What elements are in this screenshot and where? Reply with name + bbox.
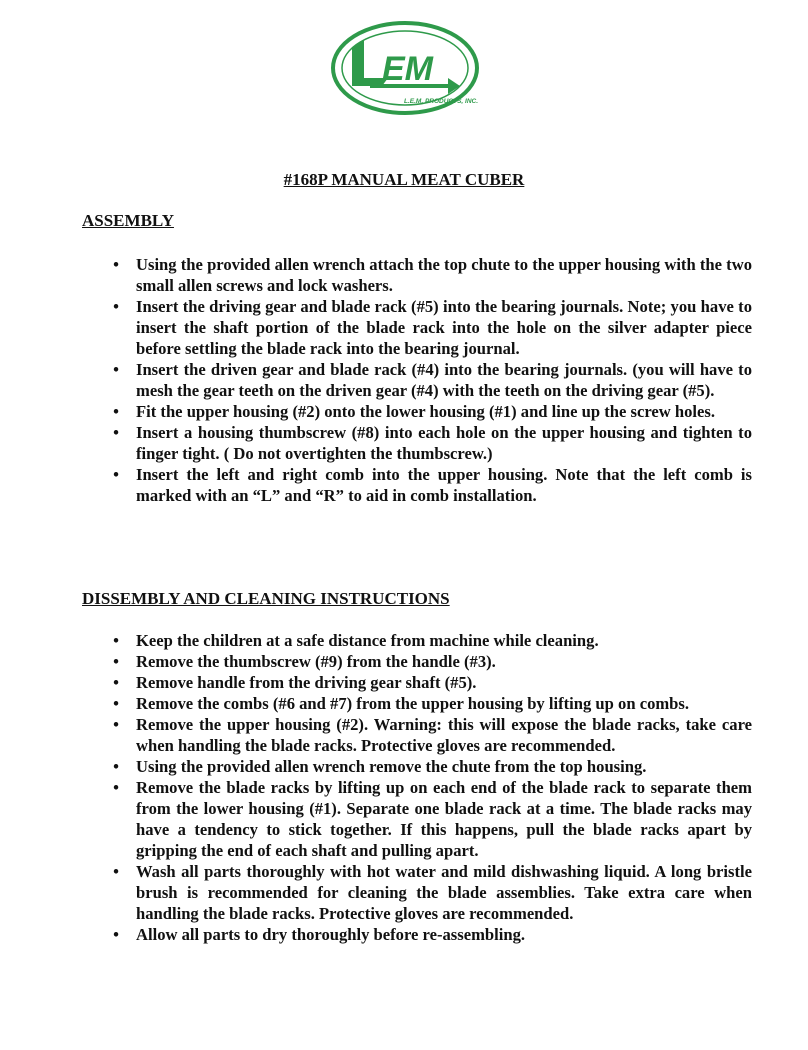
list-item (113, 296, 752, 359)
bullet-icon: • (113, 297, 119, 316)
bullet-icon: • (113, 757, 119, 776)
bullet-icon: • (113, 631, 119, 650)
logo-subtitle: L.E.M. PRODUCTS, INC. (404, 98, 479, 105)
list-item (113, 464, 752, 506)
bullet-icon: • (113, 715, 119, 734)
assembly-heading: ASSEMBLY (82, 211, 174, 230)
bullet-icon: • (113, 778, 119, 797)
document-title: #168P MANUAL MEAT CUBER (283, 170, 525, 189)
bullet-icon: • (113, 402, 119, 421)
lem-logo-graphic (330, 20, 480, 120)
list-item-text: Insert the driven gear and blade rack (#4) into the bearing journals. (you will have to mesh the gear teeth on the driven gear (#4) with the teeth on the driving gear (#5). (136, 360, 752, 400)
bullet-icon: • (113, 694, 119, 713)
list-item (113, 714, 752, 756)
bullet-icon: • (113, 862, 119, 881)
bullet-icon: • (113, 465, 119, 484)
list-item-text: Fit the upper housing (#2) onto the lower housing (#1) and line up the screw holes. (136, 402, 715, 421)
list-item-text: Remove the blade racks by lifting up on each end of the blade rack to separate them from the lower housing (#1). Separate one blade rack at a time. The blade racks may have a tendency to stick together. If this happens, pull the blade racks apart by gripping the end of each shaft and pulling apart. (136, 778, 752, 860)
list-item (113, 651, 752, 672)
list-item-text: Remove handle from the driving gear shaft (#5). (136, 673, 477, 692)
list-item-text: Keep the children at a safe distance from machine while cleaning. (136, 631, 599, 650)
list-item (113, 861, 752, 924)
list-item-text: Remove the combs (#6 and #7) from the upper housing by lifting up on combs. (136, 694, 690, 713)
list-item (113, 422, 752, 464)
list-item-text: Using the provided allen wrench remove the chute from the top housing. (136, 757, 647, 776)
list-item (113, 359, 752, 401)
list-item-text: Remove the upper housing (#2). Warning: this will expose the blade racks, take care when handling the blade racks. Protective gloves are recommended. (136, 715, 752, 755)
cleaning-list (110, 630, 752, 945)
list-item (113, 630, 752, 651)
bullet-icon: • (113, 673, 119, 692)
bullet-icon: • (113, 255, 119, 274)
list-item (113, 924, 752, 945)
logo-letters-em: EM (382, 50, 433, 88)
list-item-text: Wash all parts thoroughly with hot water and mild dishwashing liquid. A long bristle brush is recommended for cleaning the blade assemblies. Take extra care when handling the blade racks. Protective gloves are recommended. (136, 862, 752, 923)
list-item (113, 693, 752, 714)
list-item-text: Insert a housing thumbscrew (#8) into each hole on the upper housing and tighten to finger tight. ( Do not overtighten the thumbscrew.) (136, 423, 752, 463)
bullet-icon: • (113, 360, 119, 379)
list-item-text: Allow all parts to dry thoroughly before re-assembling. (136, 925, 526, 944)
cleaning-heading: DISSEMBLY AND CLEANING INSTRUCTIONS (82, 589, 450, 608)
bullet-icon: • (113, 423, 119, 442)
list-item (113, 777, 752, 861)
list-item-text: Insert the driving gear and blade rack (#5) into the bearing journals. Note; you have to insert the shaft portion of the blade rack into the hole on the silver adapter piece before settling the blade rack into the bearing journal. (136, 297, 752, 358)
lem-logo (330, 20, 480, 120)
list-item (113, 254, 752, 296)
list-item (113, 672, 752, 693)
assembly-list (110, 254, 752, 506)
list-item (113, 401, 752, 422)
list-item (113, 756, 752, 777)
list-item-text: Insert the left and right comb into the upper housing. Note that the left comb is marked with an “L” and “R” to aid in comb installation. (136, 465, 752, 505)
list-item-text: Using the provided allen wrench attach the top chute to the upper housing with the two small allen screws and lock washers. (136, 255, 752, 295)
list-item-text: Remove the thumbscrew (#9) from the handle (#3). (136, 652, 496, 671)
bullet-icon: • (113, 925, 119, 944)
bullet-icon: • (113, 652, 119, 671)
